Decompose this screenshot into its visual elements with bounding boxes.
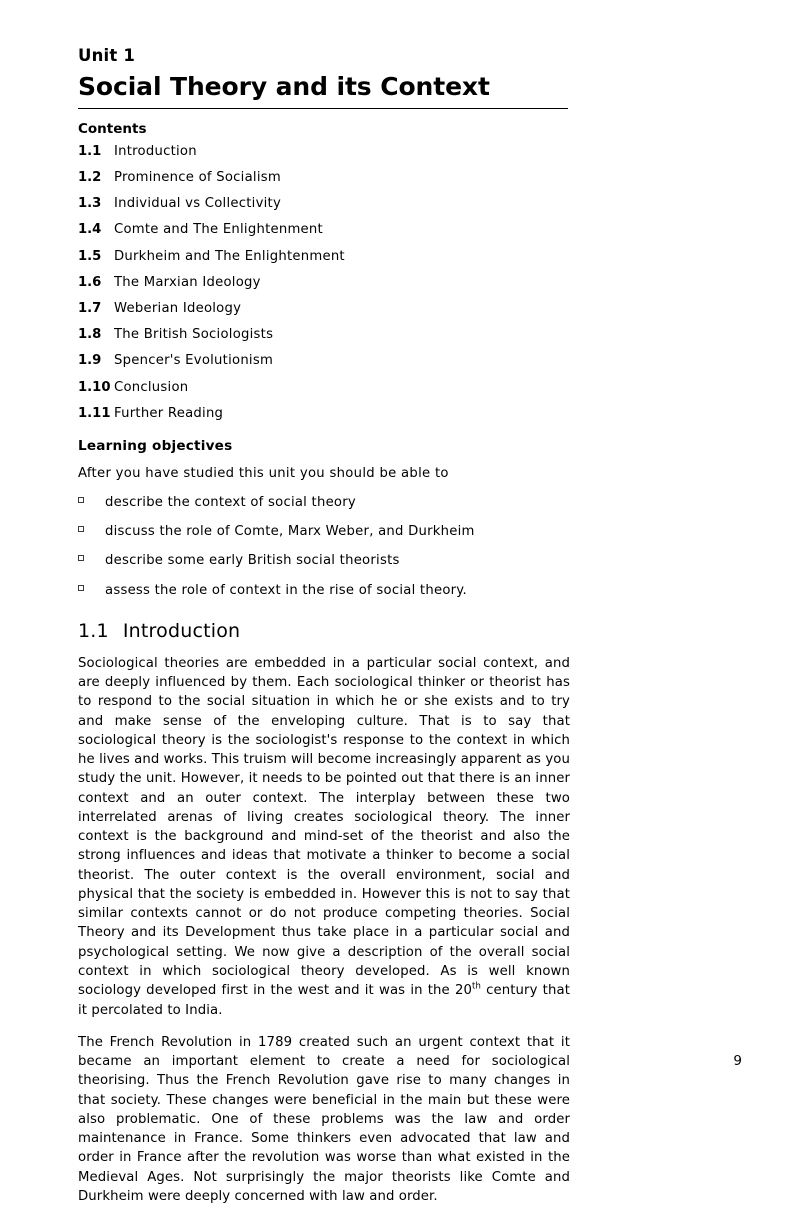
toc-number: 1.1: [78, 143, 102, 159]
list-item[interactable]: [78, 250, 732, 263]
section-title: Introduction: [122, 619, 241, 642]
learning-objectives-list: [78, 495, 732, 598]
toc-label: The Marxian Ideology: [114, 274, 261, 290]
list-item[interactable]: [78, 407, 732, 420]
toc-label: Durkheim and The Enlightenment: [114, 248, 345, 264]
list-item[interactable]: [78, 223, 732, 236]
paragraph-text-part-1: Sociological theories are embedded in a particular social context, and are deeply influenced by them. Each sociological thinker or theorist has to respond to the social situation in which he or she exists and to try and make sense of the enveloping culture. That is to say that sociological theory is the sociologist's response to the context in which he lives and works. This truism will become increasingly apparent as you study the unit. However, it needs to be pointed out that there is an inner context and an outer context. The interplay between these two interrelated arenas of living creates sociological theory. The inner context is the background and mind-set of the theorist and also the strong influences and ideas that motivate a thinker to become a social theorist. The outer context is the overall environment, social and physical that the society is embedded in. However this is not to say that similar contexts cannot or do not produce competing theories. Social Theory and its Development thus take place in a particular social and psychological setting. We now give a description of the overall social context in which sociological theory developed. As is well known sociology developed first in the west and it was in the 20: [78, 655, 570, 999]
toc-label: Individual vs Collectivity: [114, 196, 282, 212]
toc-label: Introduction: [114, 143, 197, 159]
toc-label: Spencer's Evolutionism: [114, 353, 274, 369]
list-item[interactable]: [78, 354, 732, 367]
list-item[interactable]: [78, 276, 732, 289]
toc-number: 1.5: [78, 248, 102, 264]
toc-number: 1.7: [78, 301, 102, 317]
list-item: [78, 553, 732, 568]
learning-objective-text: describe some early British social theorists: [105, 553, 400, 569]
toc-number: 1.6: [78, 274, 102, 290]
table-of-contents: [78, 145, 732, 420]
toc-label: Conclusion: [114, 379, 189, 395]
learning-objectives-intro: After you have studied this unit you should be able to: [78, 466, 449, 482]
list-item[interactable]: [78, 171, 732, 184]
toc-label: Comte and The Enlightenment: [114, 222, 323, 238]
toc-number: 1.2: [78, 170, 102, 185]
page-title: Social Theory and its Context: [78, 71, 490, 101]
section-heading: [78, 620, 732, 642]
toc-number: 1.11: [78, 405, 111, 421]
learning-objective-text: describe the context of social theory: [105, 495, 356, 511]
list-item[interactable]: [78, 302, 732, 315]
square-bullet-icon: [78, 526, 84, 532]
learning-objectives-heading: Learning objectives: [78, 438, 233, 455]
toc-label: Weberian Ideology: [114, 301, 242, 317]
list-item[interactable]: [78, 145, 732, 158]
learning-objective-text: assess the role of context in the rise of social theory.: [105, 582, 467, 598]
square-bullet-icon: [78, 497, 84, 503]
learning-objective-text: discuss the role of Comte, Marx Weber, and Durkheim: [105, 524, 475, 540]
toc-label: The British Sociologists: [114, 327, 274, 343]
section-number: 1.1: [78, 619, 109, 642]
list-item: [78, 495, 732, 510]
square-bullet-icon: [78, 585, 84, 591]
paragraph-text-part-2: century that it percolated to India.: [78, 983, 570, 1018]
body-paragraph: [78, 654, 570, 1020]
unit-label: Unit 1: [78, 46, 136, 65]
toc-label: Further Reading: [114, 405, 224, 421]
list-item[interactable]: [78, 197, 732, 210]
list-item: [78, 524, 732, 539]
superscript-ordinal: th: [472, 981, 481, 992]
list-item[interactable]: [78, 381, 732, 394]
page-number: 9: [733, 1053, 742, 1069]
toc-number: 1.10: [78, 379, 111, 395]
contents-heading: Contents: [78, 120, 147, 137]
list-item: [78, 583, 732, 598]
title-divider: [78, 108, 568, 109]
toc-number: 1.4: [78, 222, 102, 238]
toc-number: 1.8: [78, 327, 102, 343]
toc-number: 1.3: [78, 196, 102, 212]
toc-label: Prominence of Socialism: [114, 170, 281, 185]
toc-number: 1.9: [78, 353, 102, 369]
list-item[interactable]: [78, 328, 732, 341]
body-paragraph: The French Revolution in 1789 created such an urgent context that it became an important element to create a need for sociological theorising. Thus the French Revolution gave rise to many changes in that society. These changes were beneficial in the main but these were also problematic. One of these problems was the law and order maintenance in France. Some thinkers even advocated that law and order in France after the revolution was worse than what existed in the Medieval Ages. Not surprisingly the major theorists like Comte and Durkheim were deeply concerned with law and order.: [78, 1034, 570, 1204]
square-bullet-icon: [78, 555, 84, 561]
